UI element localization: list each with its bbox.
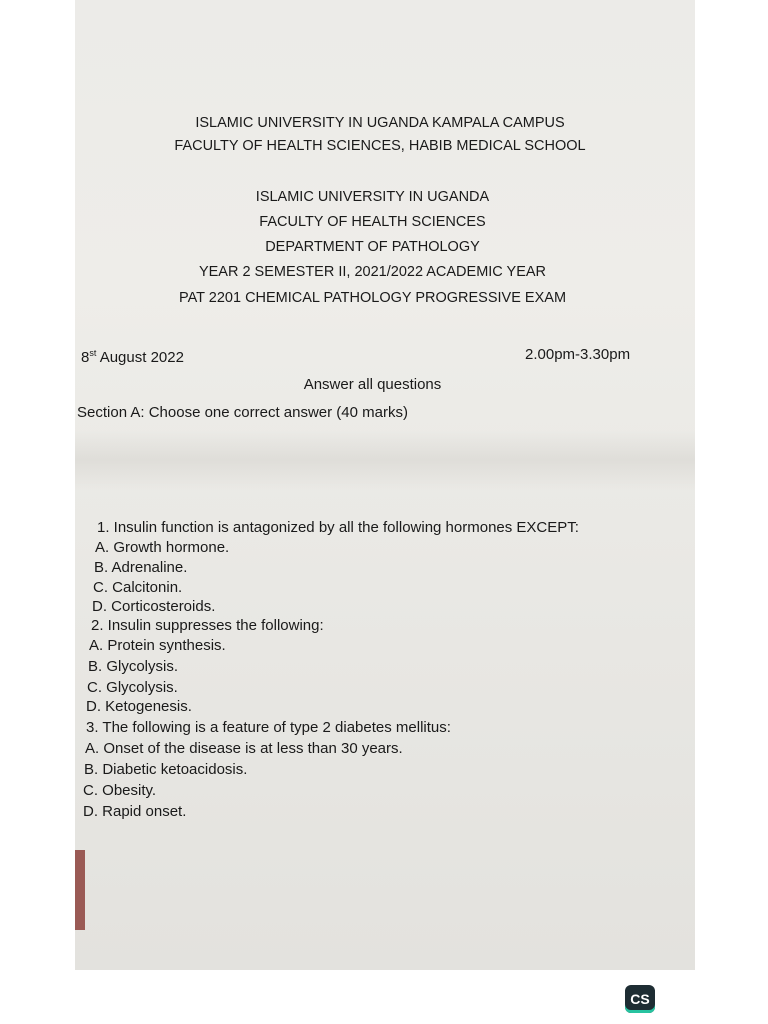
q2-option-b: B. Glycolysis. bbox=[88, 658, 179, 675]
q3-option-a: A. Onset of the disease is at less than 30 years. bbox=[85, 740, 403, 757]
header-department: DEPARTMENT OF PATHOLOGY bbox=[265, 239, 480, 255]
question-2: 2. Insulin suppresses the following: bbox=[91, 617, 324, 634]
exam-date bbox=[81, 348, 184, 366]
date-day: 8 bbox=[81, 349, 90, 366]
header-course-exam: PAT 2201 CHEMICAL PATHOLOGY PROGRESSIVE EXAM bbox=[178, 290, 567, 306]
header-faculty: FACULTY OF HEALTH SCIENCES bbox=[259, 214, 486, 230]
q3-option-b: B. Diabetic ketoacidosis. bbox=[84, 761, 248, 778]
header-university: ISLAMIC UNIVERSITY IN UGANDA bbox=[255, 189, 490, 205]
q1-option-a: A. Growth hormone. bbox=[95, 539, 230, 556]
camscanner-logo: CS bbox=[625, 985, 655, 1013]
q3-option-c: C. Obesity. bbox=[83, 782, 157, 799]
q1-option-c: C. Calcitonin. bbox=[93, 579, 183, 596]
q3-option-d: D. Rapid onset. bbox=[83, 803, 187, 820]
q2-option-d: D. Ketogenesis. bbox=[86, 698, 192, 715]
date-rest: August 2022 bbox=[96, 349, 184, 366]
date-suffix: st bbox=[89, 348, 97, 358]
question-1: 1. Insulin function is antagonized by all the following hormones EXCEPT: bbox=[97, 519, 579, 536]
exam-paper bbox=[75, 0, 695, 970]
q2-option-c: C. Glycolysis. bbox=[87, 679, 178, 696]
instruction: Answer all questions bbox=[303, 376, 442, 393]
header-year-semester: YEAR 2 SEMESTER II, 2021/2022 ACADEMIC YEAR bbox=[198, 264, 547, 280]
q2-option-a: A. Protein synthesis. bbox=[89, 637, 226, 654]
exam-time: 2.00pm-3.30pm bbox=[525, 346, 631, 363]
q1-option-b: B. Adrenaline. bbox=[94, 559, 188, 576]
header-campus: ISLAMIC UNIVERSITY IN UGANDA KAMPALA CAMPUS bbox=[195, 115, 565, 131]
header-faculty-school: FACULTY OF HEALTH SCIENCES, HABIB MEDICAL SCHOOL bbox=[174, 138, 586, 154]
q1-option-d: D. Corticosteroids. bbox=[92, 598, 216, 615]
question-3: 3. The following is a feature of type 2 diabetes mellitus: bbox=[86, 719, 451, 736]
section-heading: Section A: Choose one correct answer (40 marks) bbox=[77, 404, 408, 421]
